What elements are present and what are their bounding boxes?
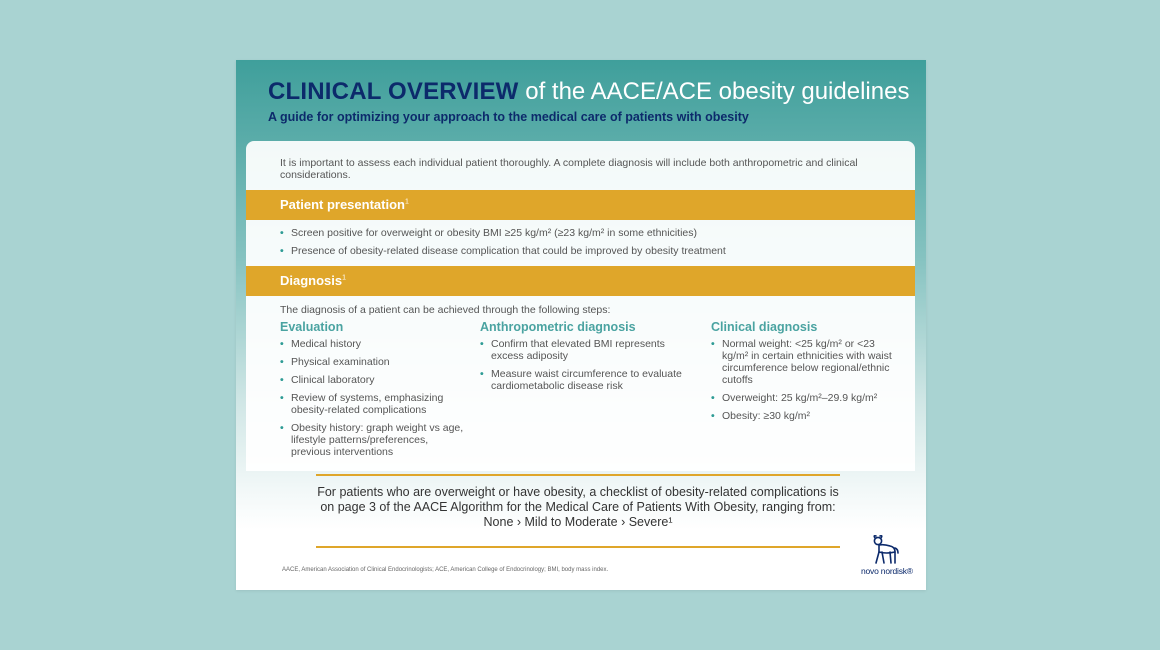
list-item-text: Measure waist circumference to evaluate cardiometabolic disease risk xyxy=(491,368,682,392)
guideline-sheet xyxy=(236,60,926,590)
list-item-text: Medical history xyxy=(291,338,362,350)
anthropometric-title: Anthropometric diagnosis xyxy=(480,320,636,334)
apis-bull-icon xyxy=(870,535,900,565)
list-item xyxy=(280,392,465,416)
list-item-text: Obesity history: graph weight vs age, lifestyle patterns/preferences, previous interventions xyxy=(291,422,464,458)
patient-presentation-band xyxy=(246,190,915,220)
checklist-callout xyxy=(316,474,840,548)
bullet-icon: • xyxy=(711,392,715,404)
anthropometric-column xyxy=(480,320,685,398)
page-subtitle: A guide for optimizing your approach to the medical care of patients with obesity xyxy=(268,110,749,124)
bullet-icon: • xyxy=(480,338,484,350)
title-strong: CLINICAL OVERVIEW xyxy=(268,78,519,105)
logo-wordmark: novo nordisk® xyxy=(861,566,913,576)
list-item xyxy=(480,338,685,362)
list-item-text: Normal weight: <25 kg/m² or <23 kg/m² in certain ethnicities with waist circumference below regional/ethnic cutoffs xyxy=(722,338,892,386)
evaluation-column xyxy=(280,320,465,464)
diagnosis-heading xyxy=(280,273,346,288)
list-item-text: Review of systems, emphasizing obesity-related complications xyxy=(291,392,444,416)
title-rest: of the AACE/ACE obesity guidelines xyxy=(518,78,910,105)
bullet-icon: • xyxy=(280,245,284,257)
callout-text: For patients who are overweight or have obesity, a checklist of obesity-related complications is on page 3 of the AACE Algorithm for the Medical Care of Patients With Obesity, ranging from: None › Mild to Moderate › Severe¹ xyxy=(317,485,839,529)
diagnosis-intro: The diagnosis of a patient can be achieved through the following steps: xyxy=(280,304,611,316)
list-item xyxy=(711,410,897,422)
clinical-column xyxy=(711,320,897,428)
intro-text: It is important to assess each individual patient thoroughly. A complete diagnosis will include both anthropometric and clinical considerations. xyxy=(280,157,858,181)
list-item xyxy=(280,245,726,257)
list-item xyxy=(280,227,726,239)
clinical-list xyxy=(711,338,897,422)
evaluation-title: Evaluation xyxy=(280,320,344,334)
bullet-icon: • xyxy=(711,410,715,422)
list-item xyxy=(280,422,465,458)
bullet-icon: • xyxy=(280,356,284,368)
list-item-text: Physical examination xyxy=(291,356,390,368)
clinical-title: Clinical diagnosis xyxy=(711,320,818,334)
evaluation-list xyxy=(280,338,465,458)
patient-presentation-list xyxy=(280,227,726,263)
list-item xyxy=(280,356,465,368)
list-item xyxy=(711,338,897,386)
list-item xyxy=(280,374,465,386)
bullet-icon: • xyxy=(480,368,484,380)
list-item-text: Screen positive for overweight or obesity BMI ≥25 kg/m² (≥23 kg/m² in some ethnicities) xyxy=(291,227,698,239)
bullet-icon: • xyxy=(280,392,284,404)
list-item-text: Obesity: ≥30 kg/m² xyxy=(722,410,811,422)
list-item-text: Clinical laboratory xyxy=(291,374,375,386)
diagnosis-title: Diagnosis xyxy=(280,273,343,288)
list-item xyxy=(711,392,897,404)
novo-nordisk-logo xyxy=(858,535,918,580)
bullet-icon: • xyxy=(280,374,284,386)
patient-presentation-heading xyxy=(280,197,409,212)
content-card xyxy=(246,141,915,471)
bullet-icon: • xyxy=(280,338,284,350)
list-item xyxy=(480,368,685,392)
bullet-icon: • xyxy=(280,227,284,239)
list-item-text: Confirm that elevated BMI represents excess adiposity xyxy=(491,338,665,362)
list-item-text: Presence of obesity-related disease complication that could be improved by obesity treatment xyxy=(291,245,726,257)
list-item-text: Overweight: 25 kg/m²–29.9 kg/m² xyxy=(722,392,878,404)
diagnosis-ref: 1 xyxy=(342,274,347,282)
bullet-icon: • xyxy=(280,422,284,434)
patient-presentation-ref: 1 xyxy=(404,198,409,206)
page-title xyxy=(268,77,909,107)
list-item xyxy=(280,338,465,350)
footnote: AACE, American Association of Clinical Endocrinologists; ACE, American College of Endocrinology; BMI, body mass index. xyxy=(282,567,609,573)
bullet-icon: • xyxy=(711,338,715,350)
diagnosis-band xyxy=(246,266,915,296)
anthropometric-list xyxy=(480,338,685,392)
patient-presentation-title: Patient presentation xyxy=(280,197,405,212)
